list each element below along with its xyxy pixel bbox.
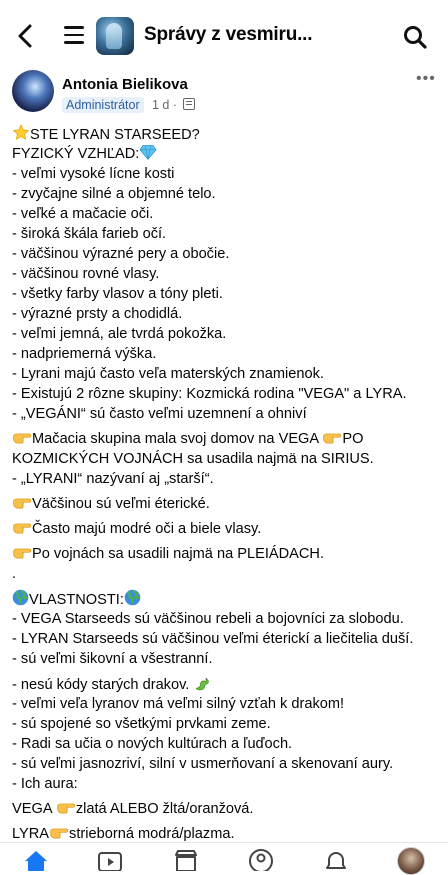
post-line-text: - Ich aura: <box>12 776 78 792</box>
post-line-text: strieborná modrá/plazma. <box>69 826 235 842</box>
post-line <box>12 429 442 449</box>
back-arrow-icon[interactable] <box>14 20 38 52</box>
post-time-text: 1 d · <box>152 98 178 112</box>
post-line-text: - Lyrani majú často veľa materských znamienok. <box>12 366 324 382</box>
video-icon[interactable] <box>97 849 123 871</box>
pointing-hand-emoji-icon <box>12 429 32 445</box>
admin-badge: Administrátor <box>62 97 144 113</box>
post-line <box>12 469 442 489</box>
globe-emoji-icon <box>12 589 29 606</box>
post-line-text: KOZMICKÝCH VOJNÁCH sa usadila najmä na SIRIUS. <box>12 451 374 467</box>
post-line <box>12 589 442 609</box>
post-line <box>12 649 442 669</box>
post-line <box>12 799 442 819</box>
notifications-icon[interactable] <box>323 849 349 871</box>
post-line-text: Väčšinou sú veľmi éterické. <box>32 496 210 512</box>
post-text <box>12 124 442 844</box>
top-bar <box>0 0 448 72</box>
pointing-hand-emoji-icon <box>12 544 32 560</box>
post-line <box>12 519 442 539</box>
post-line <box>12 674 442 694</box>
post-line-text: - väčšinou rovné vlasy. <box>12 266 160 282</box>
post-line <box>12 324 442 344</box>
post-line-text: Mačacia skupina mala svoj domov na VEGA <box>32 431 319 447</box>
pointing-hand-emoji-icon <box>49 824 69 840</box>
post-line <box>12 304 442 324</box>
post-line-text: - sú veľmi šikovní a všestranní. <box>12 651 213 667</box>
post-line-text: PO <box>342 431 364 447</box>
post-line <box>12 384 442 404</box>
author-avatar[interactable] <box>12 70 54 112</box>
post-line-text: - Radi sa učia o nových kultúrach a ľuďoch. <box>12 736 293 752</box>
post-line-text: - LYRAN Starseeds sú väčšinou veľmi éterickí a liečitelia duší. <box>12 631 414 647</box>
post-line <box>12 734 442 754</box>
post-line <box>12 564 442 584</box>
post-line-text: FYZICKÝ VZHĽAD: <box>12 146 140 162</box>
bottom-tab-bar <box>0 842 448 871</box>
pointing-hand-emoji-icon <box>12 519 32 535</box>
marketplace-icon[interactable] <box>173 849 199 871</box>
post-line <box>12 694 442 714</box>
group-image[interactable] <box>96 17 134 55</box>
dragon-emoji-icon <box>193 674 211 691</box>
post-line <box>12 404 442 424</box>
group-title[interactable]: Správy z vesmiru... <box>144 24 313 45</box>
post-line <box>12 449 442 469</box>
diamond-emoji-icon <box>139 144 157 160</box>
post-line-text: - „VEGÁNI“ sú často veľmi uzemnení a ohniví <box>12 406 307 422</box>
author-name[interactable]: Antonia Bielikova <box>62 76 188 93</box>
hamburger-menu-icon[interactable] <box>64 26 84 46</box>
group-privacy-icon <box>183 98 195 110</box>
post-line-text: - nesú kódy starých drakov. <box>12 677 190 693</box>
post-header <box>0 66 448 122</box>
post-line <box>12 774 442 794</box>
post-line-text: - veľké a mačacie oči. <box>12 206 154 222</box>
pointing-hand-emoji-icon <box>56 799 76 815</box>
search-icon[interactable] <box>402 24 428 50</box>
post-line-text: - sú veľmi jasnozriví, silní v usmerňovaní a skenovaní aury. <box>12 756 394 772</box>
post-line-text: LYRA <box>12 826 50 842</box>
post-line <box>12 244 442 264</box>
post-line <box>12 164 442 184</box>
post-line <box>12 284 442 304</box>
post-line-text: - sú spojené so všetkými prvkami zeme. <box>12 716 271 732</box>
post-line-text: VEGA <box>12 801 52 817</box>
post-line-text: - VEGA Starseeds sú väčšinou rebeli a bojovníci za slobodu. <box>12 611 404 627</box>
post-line-text: - nadpriemerná výška. <box>12 346 157 362</box>
post-line-text: - väčšinou výrazné pery a obočie. <box>12 246 230 262</box>
more-options-icon[interactable]: ••• <box>416 70 436 87</box>
pointing-hand-emoji-icon <box>322 429 342 445</box>
post-line <box>12 754 442 774</box>
post-line-text: - veľmi vysoké lícne kosti <box>12 166 175 182</box>
post-line-text: zlatá ALEBO žltá/oranžová. <box>75 801 254 817</box>
star-emoji-icon <box>12 124 30 141</box>
post-line-text: - zvyčajne silné a objemné telo. <box>12 186 216 202</box>
post-time <box>152 98 195 112</box>
post-line-text: - veľmi jemná, ale tvrdá pokožka. <box>12 326 227 342</box>
post-line <box>12 609 442 629</box>
post-line-text: - Existujú 2 rôzne skupiny: Kozmická rodina "VEGA" a LYRA. <box>12 386 407 402</box>
home-icon[interactable] <box>23 849 49 871</box>
menu-avatar[interactable] <box>397 847 425 875</box>
profile-icon[interactable] <box>248 849 274 871</box>
post-line <box>12 494 442 514</box>
post-line-text: - výrazné prsty a chodidlá. <box>12 306 183 322</box>
post-line-text: VLASTNOSTI: <box>29 592 124 608</box>
post-line <box>12 629 442 649</box>
post-line <box>12 714 442 734</box>
post-line <box>12 124 442 144</box>
post-line-text: - široká škála farieb očí. <box>12 226 167 242</box>
post-line <box>12 224 442 244</box>
post-line-text: - všetky farby vlasov a tóny pleti. <box>12 286 223 302</box>
pointing-hand-emoji-icon <box>12 494 32 510</box>
post-line <box>12 824 442 844</box>
post-line <box>12 204 442 224</box>
post-line-text: Často majú modré oči a biele vlasy. <box>32 521 262 537</box>
post-line-text: - „LYRANI“ nazývaní aj „starší“. <box>12 471 214 487</box>
post-line-text: . <box>12 566 17 582</box>
post-line <box>12 344 442 364</box>
post-line <box>12 184 442 204</box>
post-line <box>12 144 442 164</box>
post-line <box>12 364 442 384</box>
post-line-text: - veľmi veľa lyranov má veľmi silný vzťah k drakom! <box>12 696 345 712</box>
post-line <box>12 544 442 564</box>
post-line-text: Po vojnách sa usadili najmä na PLEIÁDACH. <box>32 546 325 562</box>
post-line <box>12 264 442 284</box>
post-line-text: STE LYRAN STARSEED? <box>30 127 200 143</box>
globe-emoji-icon <box>124 589 141 606</box>
